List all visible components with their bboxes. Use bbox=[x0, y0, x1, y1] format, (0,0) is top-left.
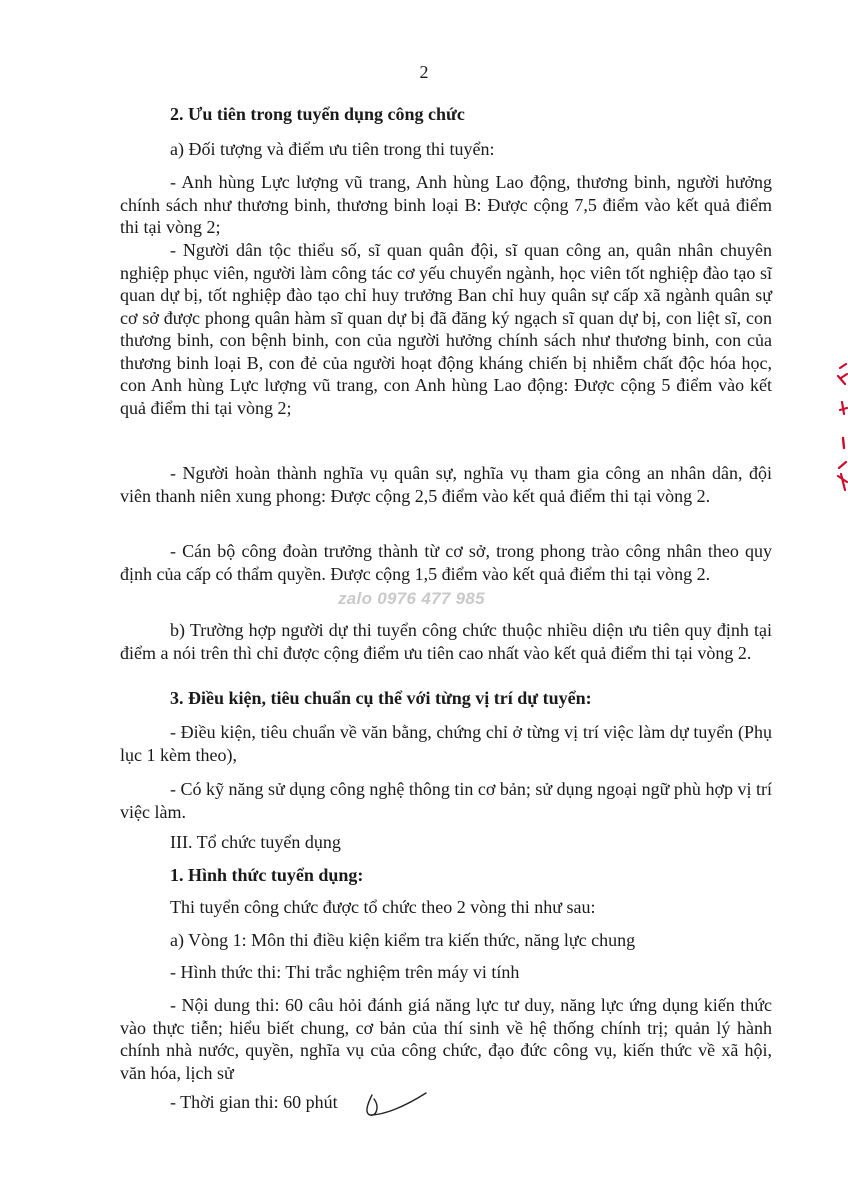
margin-stamp-fragment bbox=[826, 350, 848, 510]
paragraph-cong-doan: - Cán bộ công đoàn trưởng thành từ cơ sở, trong phong trào công nhân theo quy định của cấp có thẩm quyền. Được cộng 1,5 điểm vào kết quả điểm thi tại vòng 2. bbox=[120, 541, 772, 584]
watermark-text: zalo 0976 477 985 bbox=[338, 589, 485, 608]
heading-uu-tien: 2. Ưu tiên trong tuyển dụng công chức bbox=[170, 104, 465, 124]
paragraph-nghia-vu: - Người hoàn thành nghĩa vụ quân sự, nghĩa vụ tham gia công an nhân dân, đội viên thanh niên xung phong: Được cộng 2,5 điểm vào kết quả điểm thi tại vòng 2. bbox=[120, 463, 772, 506]
paragraph-doi-tuong: a) Đối tượng và điểm ưu tiên trong thi tuyển: bbox=[170, 139, 495, 159]
paragraph-thoi-gian-thi: - Thời gian thi: 60 phút bbox=[170, 1092, 338, 1112]
paragraph-ky-nang: - Có kỹ năng sử dụng công nghệ thông tin cơ bản; sử dụng ngoại ngữ phù hợp vị trí việc làm. bbox=[120, 779, 772, 822]
heading-hinh-thuc: 1. Hình thức tuyển dụng: bbox=[170, 865, 364, 885]
heading-to-chuc-tuyen-dung: III. Tổ chức tuyển dụng bbox=[170, 832, 341, 852]
paragraph-noi-dung-thi: - Nội dung thi: 60 câu hỏi đánh giá năng lực tư duy, năng lực ứng dụng kiến thức vào thực tiễn; hiểu biết chung, cơ bản của thí sinh về hệ thống chính trị; quản lý hành chính nhà nước, quyền, nghĩa vụ của công chức, đạo đức công vụ, kiến thức về xã hội, văn hóa, lịch sử bbox=[120, 995, 772, 1083]
paragraph-dan-toc: - Người dân tộc thiểu số, sĩ quan quân đội, sĩ quan công an, quân nhân chuyên nghiệp phục viên, người làm công tác cơ yếu chuyển ngành, học viên tốt nghiệp đào tạo sĩ quan dự bị, tốt nghiệp đào tạo chỉ huy trưởng Ban chỉ huy quân sự cấp xã ngành quân sự cơ sở được phong quân hàm sĩ quan dự bị đã đăng ký ngạch sĩ quan dự bị, con liệt sĩ, con thương binh, con bệnh binh, con của người hưởng chính sách như thương binh, con của thương binh loại B, con đẻ của người hoạt động kháng chiến bị nhiễm chất độc hóa học, con Anh hùng Lực lượng vũ trang, con Anh hùng Lao động: Được cộng 5 điểm vào kết quả điểm thi tại vòng 2; bbox=[120, 240, 772, 418]
paragraph-hinh-thuc-thi: - Hình thức thi: Thi trắc nghiệm trên máy vi tính bbox=[170, 962, 520, 982]
paragraph-thi-tuyen: Thi tuyển công chức được tổ chức theo 2 vòng thi như sau: bbox=[170, 897, 596, 917]
heading-dieu-kien: 3. Điều kiện, tiêu chuẩn cụ thể với từng vị trí dự tuyển: bbox=[170, 688, 592, 708]
page-number: 2 bbox=[419, 62, 429, 82]
initial-signature-mark bbox=[360, 1085, 430, 1125]
paragraph-anh-hung: - Anh hùng Lực lượng vũ trang, Anh hùng Lao động, thương binh, người hưởng chính sách như thương binh, thương binh loại B: Được cộng 7,5 điểm vào kết quả điểm thi tại vòng 2; bbox=[120, 172, 772, 237]
paragraph-vong-1: a) Vòng 1: Môn thi điều kiện kiểm tra kiến thức, năng lực chung bbox=[170, 930, 636, 950]
paragraph-nhieu-dien: b) Trường hợp người dự thi tuyển công chức thuộc nhiều diện ưu tiên quy định tại điểm a nói trên thì chỉ được cộng điểm ưu tiên cao nhất vào kết quả điểm thi tại vòng 2. bbox=[120, 620, 772, 663]
paragraph-van-bang: - Điều kiện, tiêu chuẩn về văn bằng, chứng chỉ ở từng vị trí việc làm dự tuyển (Phụ lục 1 kèm theo), bbox=[120, 722, 772, 765]
